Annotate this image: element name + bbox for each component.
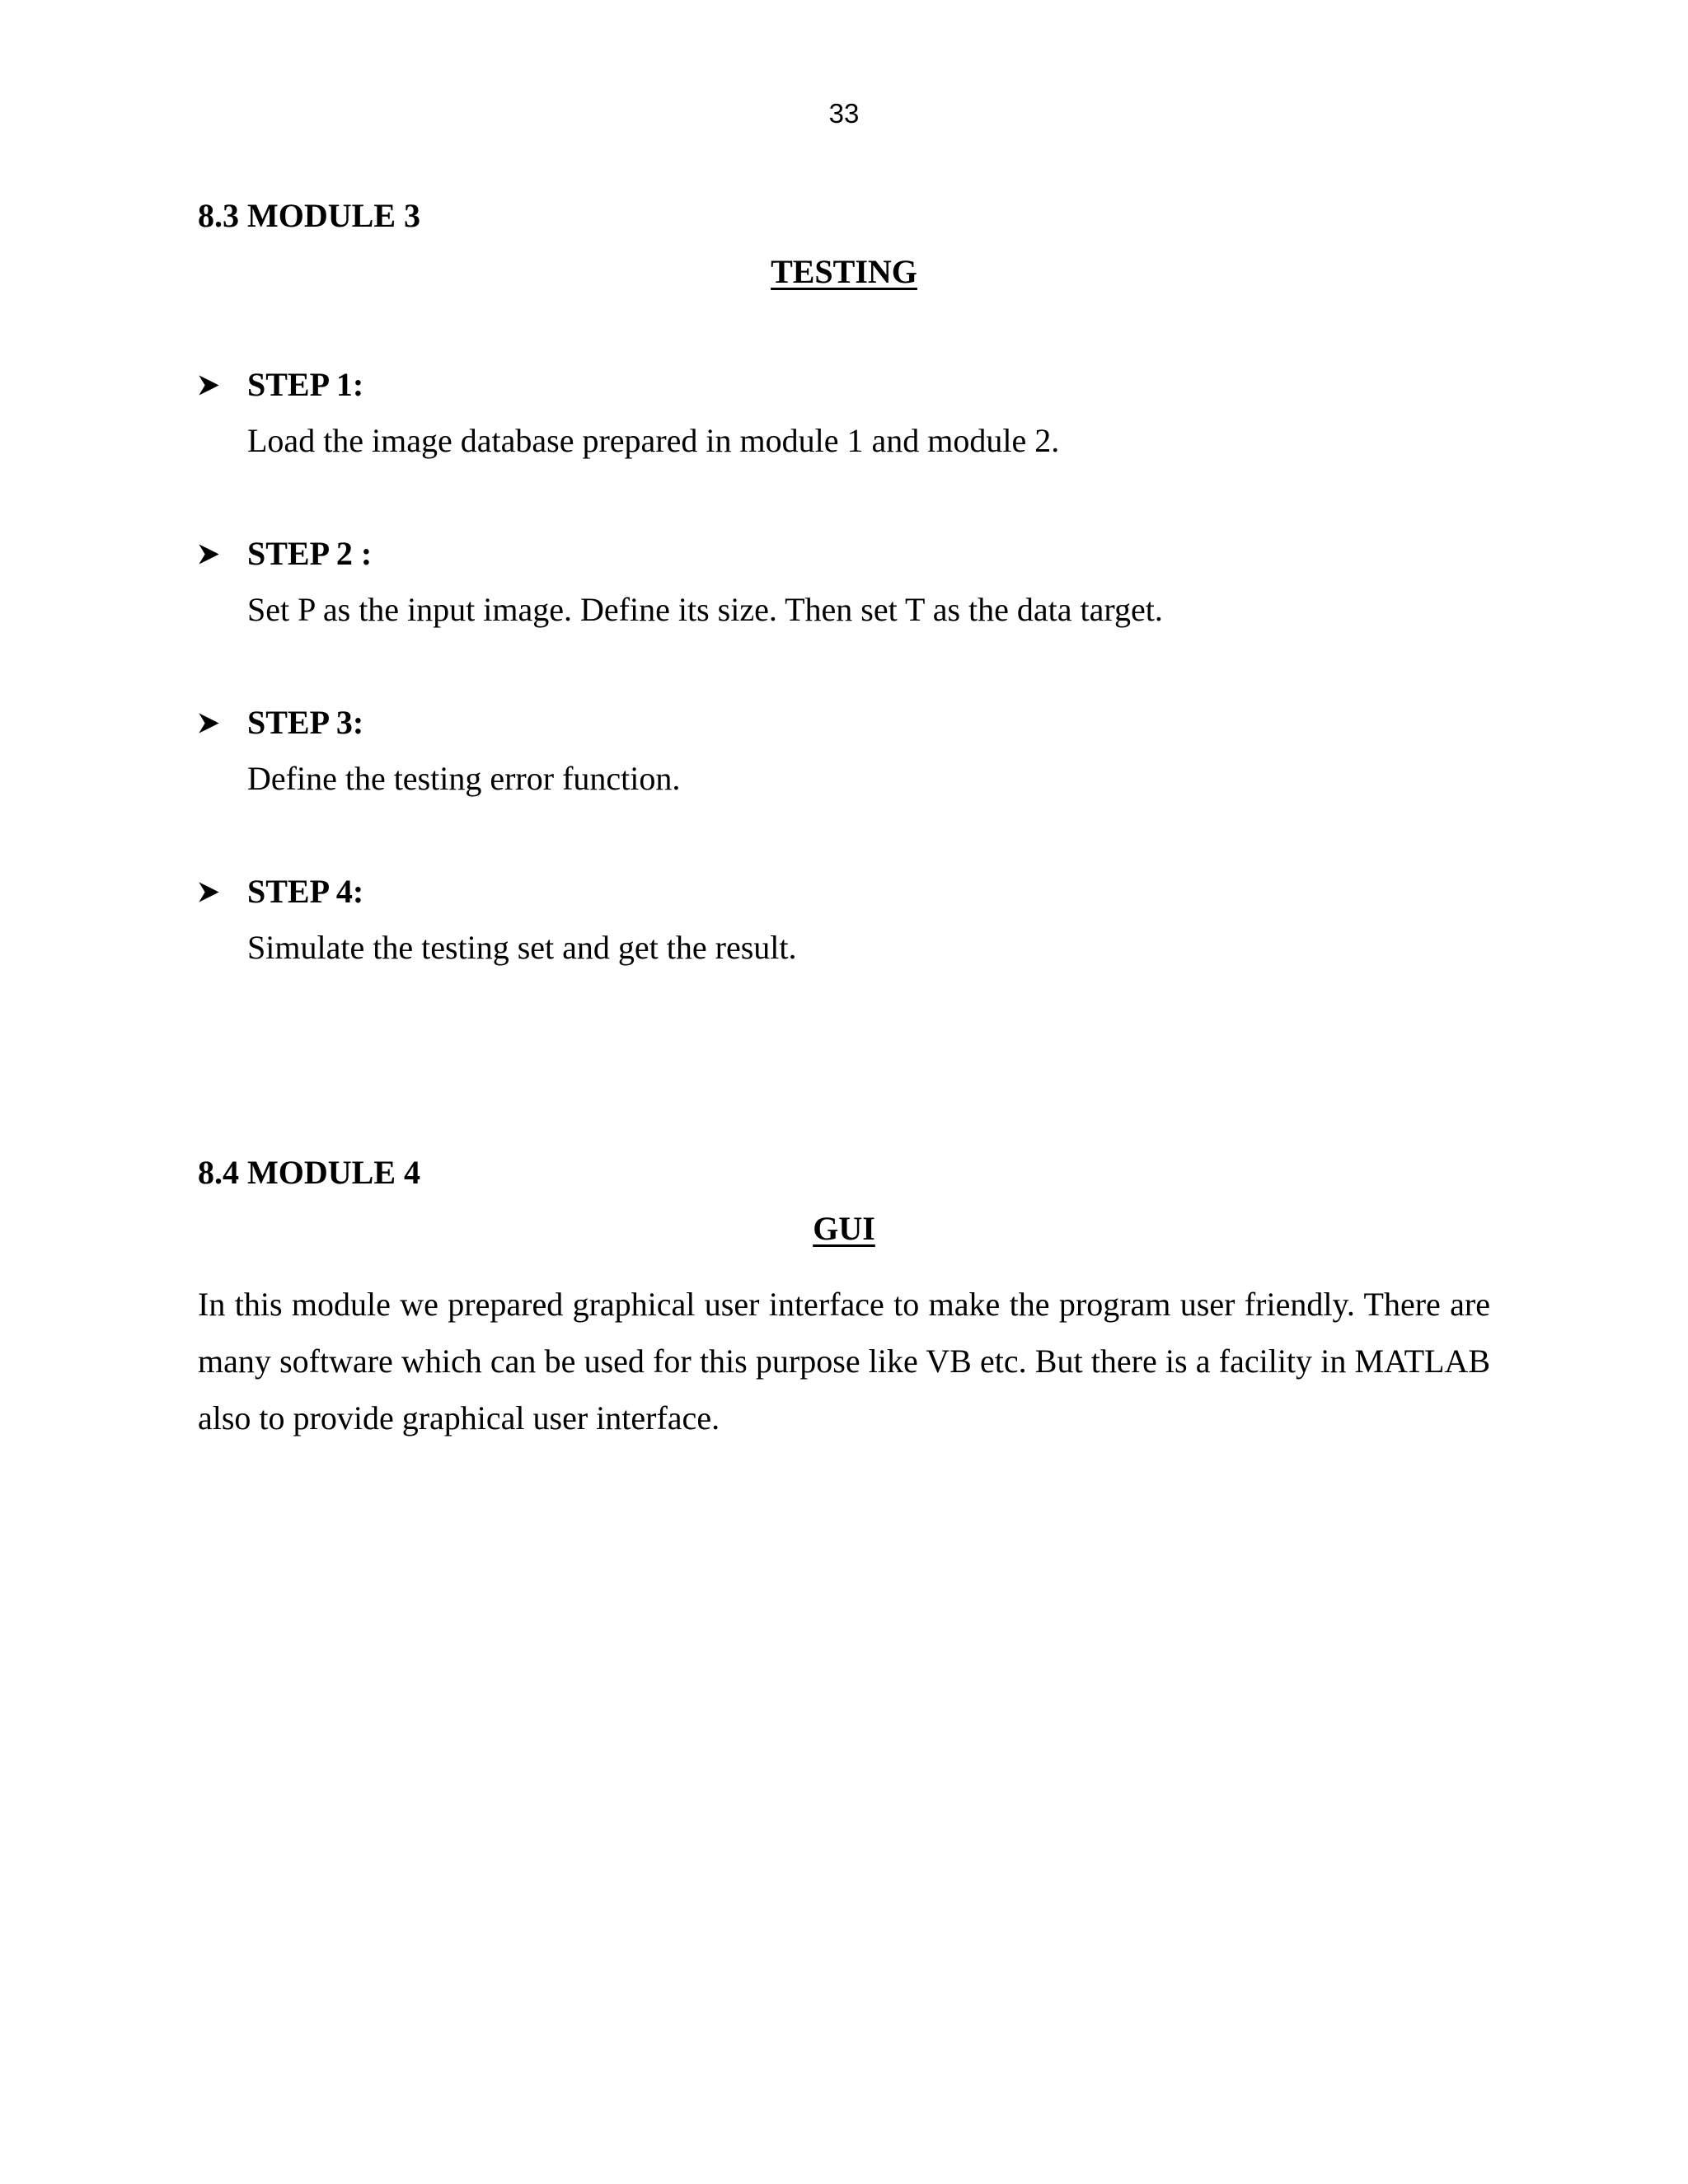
- step-label: STEP 1:: [247, 366, 364, 403]
- module-4-paragraph: In this module we prepared graphical user interface to make the program user friendly. There are many software which can be used for this purpose like VB etc. But there is a facility in MATLAB also to provide graphical user interface.: [198, 1286, 1490, 1436]
- step-label: STEP 4:: [247, 873, 364, 910]
- step-heading-2: [198, 533, 372, 574]
- section-heading-module-3: 8.3 MODULE 3: [198, 197, 420, 234]
- step-text-2: Set P as the input image. Define its size. Then set T as the data target.: [247, 591, 1163, 628]
- section-heading-module-4: 8.4 MODULE 4: [198, 1154, 420, 1191]
- step-heading-3: [198, 702, 363, 743]
- arrowhead-bullet-icon: [198, 374, 220, 396]
- section-title-testing: TESTING: [771, 253, 917, 290]
- step-heading-1: [198, 364, 363, 405]
- step-text-4: Simulate the testing set and get the result.: [247, 929, 797, 966]
- arrowhead-bullet-icon: [198, 712, 220, 734]
- section-title-gui: GUI: [813, 1210, 875, 1247]
- step-label: STEP 3:: [247, 704, 364, 741]
- arrowhead-bullet-icon: [198, 543, 220, 565]
- step-text-1: Load the image database prepared in module 1 and module 2.: [247, 422, 1060, 459]
- step-text-3: Define the testing error function.: [247, 760, 681, 797]
- page-number: 33: [828, 98, 860, 129]
- step-heading-4: [198, 871, 363, 912]
- step-label: STEP 2 :: [247, 535, 373, 572]
- arrowhead-bullet-icon: [198, 881, 220, 903]
